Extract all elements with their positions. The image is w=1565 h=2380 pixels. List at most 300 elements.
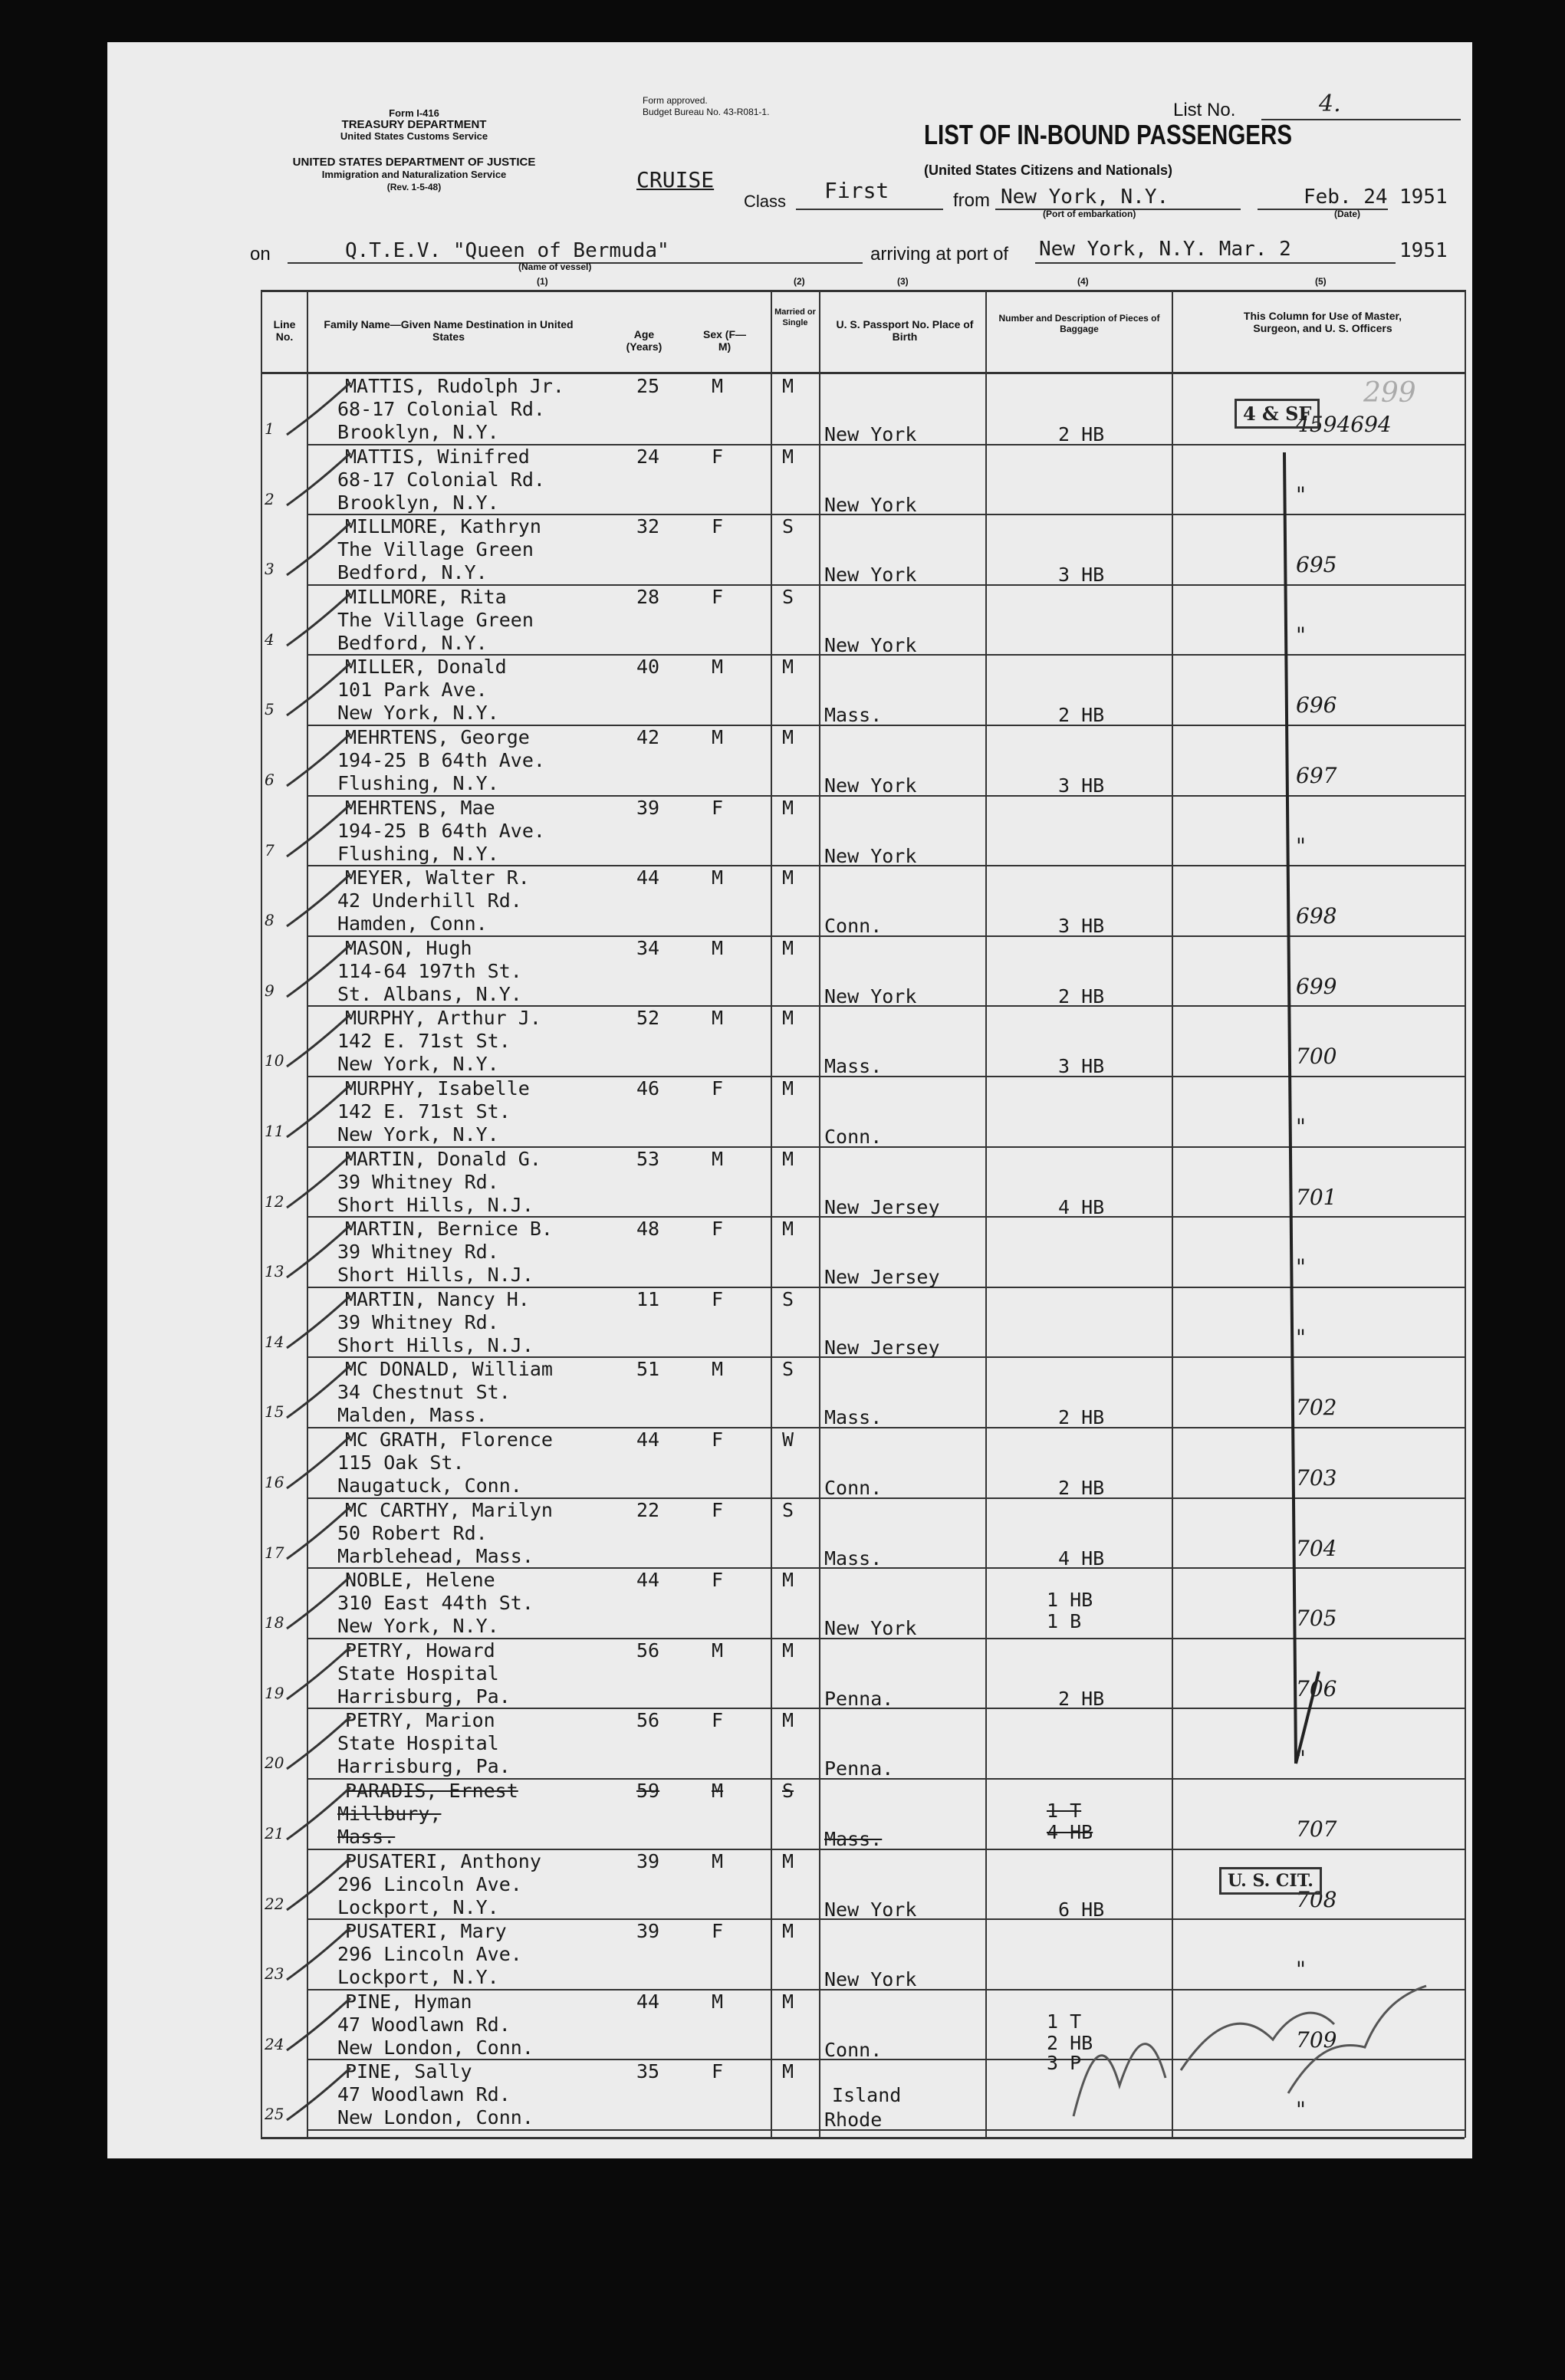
baggage-2: 4 HB (1047, 1821, 1093, 1843)
check-mark (285, 1013, 354, 1074)
address-line2: Bedford, N.Y. (337, 631, 488, 654)
age: 44 (636, 1428, 660, 1451)
address-line1: 68-17 Colonial Rd. (337, 398, 545, 420)
marital-status: M (782, 2060, 794, 2083)
check-mark (285, 1364, 354, 1425)
officer-note: 708 (1296, 1886, 1337, 1912)
officer-note: " (1296, 622, 1306, 648)
passenger-name: MATTIS, Winifred (345, 445, 530, 468)
sex: M (712, 1147, 724, 1170)
line-number: 9 (265, 981, 275, 1000)
address-line1: The Village Green (337, 608, 534, 631)
officer-check-line (1258, 429, 1350, 1794)
address-line2: New London, Conn. (337, 2036, 534, 2059)
age: 44 (636, 866, 660, 889)
sex: F (712, 1709, 724, 1732)
officer-note: 696 (1296, 692, 1337, 718)
birth-place: Mass. (824, 1828, 883, 1850)
vessel-caption: (Name of vessel) (518, 261, 592, 272)
check-mark (285, 592, 354, 653)
age: 42 (636, 726, 660, 748)
line-number: 2 (265, 489, 275, 508)
baggage: 1 T (1047, 1800, 1082, 1822)
line-number: 15 (265, 1402, 284, 1422)
address-line1: 47 Woodlawn Rd. (337, 2013, 511, 2036)
officer-note: " (1296, 482, 1306, 508)
officer-note: " (1296, 1114, 1306, 1139)
sex: M (712, 1849, 724, 1872)
passenger-name: MILLMORE, Kathryn (345, 515, 541, 538)
marital-status: M (782, 1218, 794, 1241)
port-embarkation-caption: (Port of embarkation) (1043, 209, 1136, 219)
address-line1: 101 Park Ave. (337, 679, 488, 702)
address-line2: Short Hills, N.J. (337, 1333, 534, 1356)
check-mark (285, 1645, 354, 1707)
col-number: (5) (1315, 276, 1327, 287)
col-header-age: Age (Years) (626, 328, 662, 353)
officer-note: 709 (1296, 2027, 1337, 2053)
officer-note: 695 (1296, 552, 1337, 578)
marital-status: M (782, 1077, 794, 1100)
col-header-married: Married or Single (774, 307, 816, 327)
marital-status: S (782, 1498, 794, 1521)
marital-status: M (782, 1849, 794, 1872)
sex: F (712, 796, 724, 819)
passenger-name: MARTIN, Nancy H. (345, 1287, 530, 1310)
officer-note: 701 (1296, 1184, 1337, 1210)
address-line2: Short Hills, N.J. (337, 1264, 534, 1287)
col-number: (3) (897, 276, 909, 287)
birth-place: Mass. (824, 1547, 883, 1570)
sex: F (712, 585, 724, 608)
birth-place: Mass. (824, 704, 883, 727)
check-mark (285, 1224, 354, 1285)
age: 59 (636, 1780, 660, 1802)
arrival-year: 1951 (1399, 239, 1448, 262)
passenger-name: PETRY, Marion (345, 1709, 495, 1732)
passenger-name: MILLMORE, Rita (345, 585, 507, 608)
address-line2: St. Albans, N.Y. (337, 982, 522, 1005)
marital-status: S (782, 1780, 794, 1802)
baggage: 1 T (1047, 2010, 1082, 2033)
address-line1: 42 Underhill Rd. (337, 889, 522, 912)
birth-place: Conn. (824, 915, 883, 938)
officer-note: 697 (1296, 763, 1337, 788)
passenger-name: PUSATERI, Mary (345, 1920, 507, 1943)
birth-place: New York (824, 985, 917, 1008)
officer-note: " (1296, 833, 1306, 859)
check-mark (285, 1294, 354, 1356)
address-line1: The Village Green (337, 538, 534, 561)
address-line1: 34 Chestnut St. (337, 1381, 511, 1404)
sex: F (712, 1920, 724, 1943)
address-line1: 39 Whitney Rd. (337, 1310, 499, 1333)
col-header-line: Line No. (273, 318, 296, 343)
birth-place: Penna. (824, 1757, 894, 1780)
check-mark (285, 1856, 354, 1918)
check-mark (285, 1715, 354, 1777)
passenger-name: PARADIS, Ernest (345, 1780, 518, 1802)
age: 39 (636, 796, 660, 819)
check-mark (285, 803, 354, 864)
stamp-row22: U. S. CIT. (1219, 1867, 1322, 1895)
class-label: Class (744, 192, 787, 211)
check-mark (285, 1575, 354, 1636)
check-mark (285, 732, 354, 794)
passenger-name: MURPHY, Arthur J. (345, 1007, 541, 1030)
baggage: 4 HB (1058, 1547, 1105, 1570)
marital-status: S (782, 515, 794, 538)
age: 11 (636, 1287, 660, 1310)
marital-status: M (782, 1147, 794, 1170)
passenger-name: MATTIS, Rudolph Jr. (345, 375, 564, 397)
address-line2: Flushing, N.Y. (337, 842, 499, 865)
age: 40 (636, 656, 660, 679)
baggage-3: 3 P (1047, 2051, 1082, 2074)
form-number: Form I-416 TREASURY DEPARTMENT United States Customs Service (340, 107, 488, 142)
date-caption: (Date) (1334, 209, 1361, 219)
marital-status: S (782, 1287, 794, 1310)
departure-year: 1951 (1399, 186, 1448, 209)
list-no-value: 4. (1319, 90, 1341, 117)
age: 28 (636, 585, 660, 608)
officer-note: 707 (1296, 1816, 1337, 1842)
age: 56 (636, 1709, 660, 1732)
baggage: 2 HB (1058, 423, 1105, 445)
class-value: First (824, 178, 889, 203)
officer-note: " (1296, 2097, 1306, 2123)
baggage: 3 HB (1058, 1055, 1105, 1078)
passenger-name: MARTIN, Bernice B. (345, 1218, 553, 1241)
address-line2: Harrisburg, Pa. (337, 1685, 511, 1708)
address-line2: Lockport, N.Y. (337, 1895, 499, 1918)
sex: F (712, 1218, 724, 1241)
col-header-sex: Sex (F—M) (702, 328, 746, 353)
marital-status: M (782, 375, 794, 397)
line-number: 23 (265, 1964, 284, 1984)
line-number: 4 (265, 630, 275, 649)
address-line2: Short Hills, N.J. (337, 1193, 534, 1216)
officer-note: 702 (1296, 1395, 1337, 1421)
justice-dept: UNITED STATES DEPARTMENT OF JUSTICE Immigration and Naturalization Service (Rev. 1-5-48) (292, 156, 536, 192)
marital-status: M (782, 1990, 794, 2013)
line-number: 16 (265, 1473, 284, 1491)
col-number: (1) (537, 276, 548, 287)
marital-status: M (782, 656, 794, 679)
baggage: 2 HB (1058, 1477, 1105, 1499)
officer-note: " (1296, 1254, 1306, 1280)
officer-signature (1058, 1963, 1457, 2132)
address-line1: 50 Robert Rd. (337, 1521, 488, 1544)
check-mark (285, 381, 354, 442)
passenger-name: MILLER, Donald (345, 656, 507, 679)
birth-place: Mass. (824, 1406, 883, 1429)
address-line2: Brooklyn, N.Y. (337, 421, 499, 443)
col-number: (2) (794, 276, 805, 287)
cruise-label: CRUISE (636, 167, 715, 192)
passenger-name: MC GRATH, Florence (345, 1428, 553, 1451)
sex: M (712, 726, 724, 748)
birth-place: New Jersey (824, 1195, 940, 1218)
marital-status: M (782, 796, 794, 819)
line-number: 10 (265, 1051, 284, 1070)
officer-note: 705 (1296, 1606, 1337, 1632)
address-line1: 39 Whitney Rd. (337, 1241, 499, 1264)
line-number: 19 (265, 1683, 284, 1702)
address-line2: Mass. (337, 1826, 396, 1848)
address-line1: 194-25 B 64th Ave. (337, 749, 545, 771)
check-mark (285, 943, 354, 1004)
col-header-baggage: Number and Description of Pieces of Baggage (998, 313, 1160, 334)
check-mark (285, 1154, 354, 1215)
sex: F (712, 445, 724, 468)
check-mark (285, 1083, 354, 1145)
address-line1: 296 Lincoln Ave. (337, 1943, 522, 1966)
line-number: 25 (265, 2105, 284, 2124)
line-number: 12 (265, 1192, 284, 1211)
birth-place: New York (824, 1968, 917, 1991)
passenger-name: MC CARTHY, Marilyn (345, 1498, 553, 1521)
age: 25 (636, 375, 660, 397)
address-line1: 47 Woodlawn Rd. (337, 2083, 511, 2106)
address-line1: 194-25 B 64th Ave. (337, 819, 545, 842)
baggage-2: 2 HB (1047, 2031, 1093, 2054)
address-line2: Brooklyn, N.Y. (337, 491, 499, 514)
age: 22 (636, 1498, 660, 1521)
page-subtitle: (United States Citizens and Nationals) (924, 163, 1173, 178)
address-line1: Millbury, (337, 1803, 442, 1825)
address-line2: Hamden, Conn. (337, 912, 488, 935)
passenger-name: MURPHY, Isabelle (345, 1077, 530, 1100)
col-header-name: Family Name—Given Name Destination in United States (324, 318, 574, 343)
officer-note: " (1296, 1324, 1306, 1350)
officer-note: 700 (1296, 1044, 1337, 1070)
baggage: 2 HB (1058, 985, 1105, 1008)
passenger-name: MEHRTENS, Mae (345, 796, 495, 819)
address-line1: 142 E. 71st St. (337, 1030, 511, 1053)
address-line2: Bedford, N.Y. (337, 561, 488, 584)
birth-place: New York (824, 774, 917, 797)
sex: M (712, 1780, 724, 1802)
line-number: 14 (265, 1332, 284, 1351)
line-number: 3 (265, 560, 275, 579)
age: 56 (636, 1639, 660, 1662)
passenger-name: NOBLE, Helene (345, 1569, 495, 1592)
sex: M (712, 1007, 724, 1030)
sex: F (712, 1287, 724, 1310)
marital-status: M (782, 1639, 794, 1662)
sex: M (712, 656, 724, 679)
baggage: 3 HB (1058, 915, 1105, 938)
arrival-port: New York, N.Y. Mar. 2 (1039, 238, 1291, 261)
check-mark (285, 662, 354, 723)
stamp-number: 299 (1363, 377, 1416, 409)
from-port: New York, N.Y. (1001, 186, 1169, 209)
address-line1: State Hospital (337, 1732, 499, 1755)
baggage: 6 HB (1058, 1898, 1105, 1921)
birth-place: New York (824, 1898, 917, 1921)
address-line2: New York, N.Y. (337, 1123, 499, 1146)
passenger-name: MEHRTENS, George (345, 726, 530, 748)
line-number: 20 (265, 1754, 284, 1773)
age: 44 (636, 1569, 660, 1592)
check-mark (285, 873, 354, 934)
address-line2: New York, N.Y. (337, 702, 499, 725)
line-number: 21 (265, 1824, 284, 1843)
address-line2: New York, N.Y. (337, 1615, 499, 1638)
officer-note: 704 (1296, 1535, 1337, 1561)
marital-status: W (782, 1428, 794, 1451)
birth-place: Conn. (824, 1126, 883, 1148)
birth-place: Rhode (824, 2109, 883, 2132)
line-number: 22 (265, 1894, 284, 1913)
col-header-passport: U. S. Passport No. Place of Birth (836, 318, 974, 343)
age: 46 (636, 1077, 660, 1100)
birth-place: New York (824, 1617, 917, 1640)
line-number: 13 (265, 1262, 284, 1281)
check-mark (285, 1926, 354, 1987)
officer-note: " (1296, 1957, 1306, 1983)
age: 48 (636, 1218, 660, 1241)
sex: M (712, 375, 724, 397)
baggage: 2 HB (1058, 1687, 1105, 1710)
birth-place: New York (824, 633, 917, 656)
arriving-label: arriving at port of (870, 244, 1009, 265)
birth-place: New York (824, 423, 917, 445)
baggage: 1 HB (1047, 1589, 1093, 1612)
sex: M (712, 1639, 724, 1662)
address-line1: 68-17 Colonial Rd. (337, 468, 545, 491)
birth-place: Mass. (824, 1055, 883, 1078)
sex: M (712, 936, 724, 959)
address-line2: Marblehead, Mass. (337, 1544, 534, 1567)
line-number: 11 (265, 1122, 284, 1140)
baggage: 2 HB (1058, 1406, 1105, 1429)
line-number: 6 (265, 771, 275, 789)
baggage: 4 HB (1058, 1195, 1105, 1218)
check-mark (285, 1786, 354, 1847)
age: 53 (636, 1147, 660, 1170)
sex: F (712, 1077, 724, 1100)
vessel-name: Q.T.E.V. "Queen of Bermuda" (345, 239, 669, 262)
marital-status: M (782, 936, 794, 959)
age: 32 (636, 515, 660, 538)
marital-status: M (782, 1920, 794, 1943)
check-mark (285, 2066, 354, 2128)
col-number: (4) (1077, 276, 1089, 287)
age: 52 (636, 1007, 660, 1030)
address-line2: Harrisburg, Pa. (337, 1755, 511, 1778)
birth-place: New York (824, 564, 917, 587)
officer-note: 698 (1296, 903, 1337, 929)
check-mark (285, 1505, 354, 1566)
line-number: 24 (265, 2034, 284, 2053)
age: 51 (636, 1358, 660, 1381)
address-line1: 310 East 44th St. (337, 1592, 534, 1615)
address-line1: 114-64 197th St. (337, 959, 522, 982)
address-line1: 296 Lincoln Ave. (337, 1872, 522, 1895)
sex: F (712, 1428, 724, 1451)
passenger-name: PINE, Hyman (345, 1990, 472, 2013)
marital-status: S (782, 585, 794, 608)
address-line2: New London, Conn. (337, 2106, 534, 2129)
address-line2: Naugatuck, Conn. (337, 1474, 522, 1497)
from-label: from (953, 190, 990, 211)
birth-place: Conn. (824, 1477, 883, 1499)
age: 44 (636, 1990, 660, 2013)
baggage-2: 1 B (1047, 1610, 1082, 1633)
birth-place: New Jersey (824, 1266, 940, 1289)
passenger-name: PINE, Sally (345, 2060, 472, 2083)
baggage: 3 HB (1058, 774, 1105, 797)
officer-note: 703 (1296, 1465, 1337, 1491)
sex: F (712, 1498, 724, 1521)
sex: F (712, 2060, 724, 2083)
marital-status: S (782, 1358, 794, 1381)
budget-approval: Form approved. Budget Bureau No. 43-R081-1. (643, 95, 770, 117)
sex: M (712, 1358, 724, 1381)
birth-place-2: Island (832, 2084, 902, 2107)
officer-note: 699 (1296, 973, 1337, 999)
address-line2: Malden, Mass. (337, 1404, 488, 1427)
line-number: 17 (265, 1543, 284, 1562)
marital-status: M (782, 1569, 794, 1592)
line-number: 8 (265, 911, 275, 930)
birth-place: Conn. (824, 2038, 883, 2061)
sex: M (712, 1990, 724, 2013)
address-line1: 115 Oak St. (337, 1451, 465, 1474)
address-line1: State Hospital (337, 1662, 499, 1685)
baggage: 3 HB (1058, 564, 1105, 587)
check-mark (285, 521, 354, 583)
passenger-name: PETRY, Howard (345, 1639, 495, 1662)
marital-status: M (782, 1007, 794, 1030)
age: 34 (636, 936, 660, 959)
page-title: LIST OF IN-BOUND PASSENGERS (924, 119, 1293, 150)
officer-note: 4594694 (1296, 412, 1392, 437)
address-line2: New York, N.Y. (337, 1053, 499, 1076)
passenger-name: MEYER, Walter R. (345, 866, 530, 889)
address-line1: 142 E. 71st St. (337, 1100, 511, 1123)
check-mark (285, 452, 354, 513)
passenger-name: PUSATERI, Anthony (345, 1849, 541, 1872)
marital-status: M (782, 726, 794, 748)
departure-date: Feb. 24 (1304, 186, 1388, 209)
stamp-row1: 4 & SF (1235, 399, 1320, 429)
passenger-name: MASON, Hugh (345, 936, 472, 959)
baggage: 2 HB (1058, 704, 1105, 727)
on-label: on (250, 244, 271, 265)
sex: F (712, 1569, 724, 1592)
passenger-name: MC DONALD, William (345, 1358, 553, 1381)
age: 39 (636, 1849, 660, 1872)
birth-place: New York (824, 844, 917, 867)
address-line2: Lockport, N.Y. (337, 1966, 499, 1989)
marital-status: M (782, 1709, 794, 1732)
officer-note: 706 (1296, 1675, 1337, 1701)
marital-status: M (782, 445, 794, 468)
age: 35 (636, 2060, 660, 2083)
sex: M (712, 866, 724, 889)
age: 24 (636, 445, 660, 468)
sex: F (712, 515, 724, 538)
col-header-officers: This Column for Use of Master, Surgeon, and U. S. Officers (1243, 310, 1402, 334)
address-line2: Flushing, N.Y. (337, 772, 499, 794)
birth-place: Penna. (824, 1687, 894, 1710)
passenger-name: MARTIN, Donald G. (345, 1147, 541, 1170)
check-mark (285, 1997, 354, 2058)
address-line1: 39 Whitney Rd. (337, 1170, 499, 1193)
